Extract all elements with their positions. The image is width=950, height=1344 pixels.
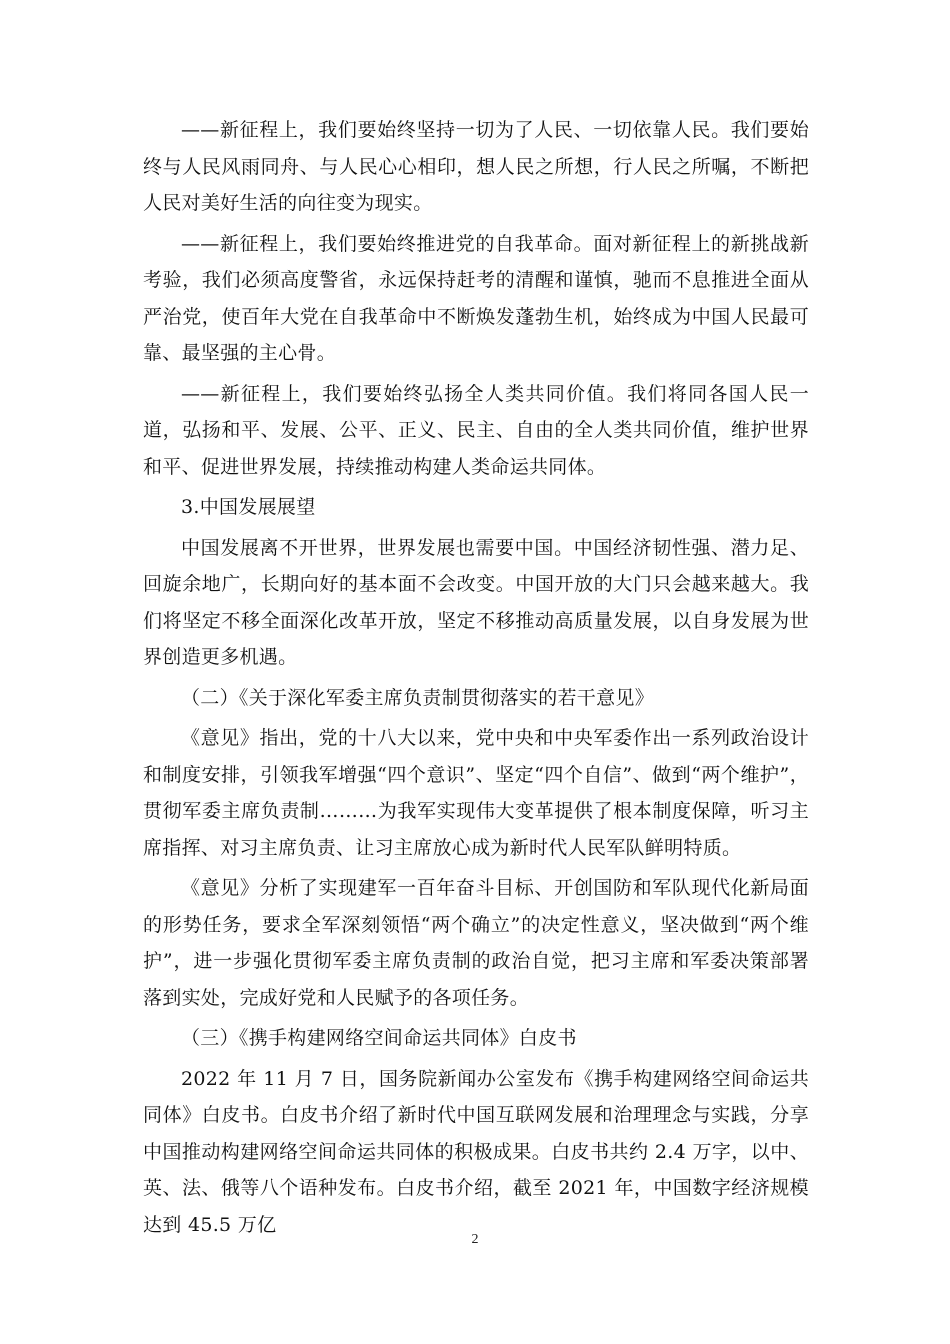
section-heading-white-paper: （三）《携手构建网络空间命运共同体》白皮书 <box>181 1027 577 1049</box>
section-heading-opinions: （二）《关于深化军委主席负责制贯彻落实的若干意见》 <box>181 686 655 709</box>
paragraph-self-revolution: ——新征程上，我们要始终推进党的自我革命。面对新征程上的新挑战新考验，我们必须高度警省，永远保持赶考的清醒和谨慎，驰而不息推进全面从严治党，使百年大党在自我革命中不断焕发蓬勃生机，始终成为中国人民最可靠、最坚强的主心骨。 <box>143 232 809 364</box>
paragraph-china-outlook: 中国发展离不开世界，世界发展也需要中国。中国经济韧性强、潜力足、回旋余地广，长期向好的基本面不会改变。中国开放的大门只会越来越大。我们将坚定不移全面深化改革开放，坚定不移推动高质量发展，以自身发展为世界创造更多机遇。 <box>143 536 809 668</box>
paragraph-opinions-1: 《意见》指出，党的十八大以来，党中央和中央军委作出一系列政治设计和制度安排，引领我军增强“四个意识”、坚定“四个自信”、做到“两个维护”，贯彻军委主席负责制………为我军实现伟大变革提供了根本制度保障，听习主席指挥、对习主席负责、让习主席放心成为新时代人民军队鲜明特质。 <box>143 727 809 859</box>
paragraph-common-values: ——新征程上，我们要始终弘扬全人类共同价值。我们将同各国人民一道，弘扬和平、发展、公平、正义、民主、自由的全人类共同价值，维护世界和平、促进世界发展，持续推动构建人类命运共同体。 <box>143 382 809 478</box>
section-heading-china-outlook: 3.中国发展展望 <box>181 496 316 518</box>
paragraph-opinions-2: 《意见》分析了实现建军一百年奋斗目标、开创国防和军队现代化新局面的形势任务，要求全军深刻领悟“两个确立”的决定性意义，坚决做到“两个维护”，进一步强化贯彻军委主席负责制的政治自觉，把习主席和军委决策部署落到实处，完成好党和人民赋予的各项任务。 <box>143 877 809 1009</box>
page-number: 2 <box>471 1232 479 1247</box>
document-body <box>143 112 809 1247</box>
paragraph-white-paper: 2022 年 11 月 7 日，国务院新闻办公室发布《携手构建网络空间命运共同体》白皮书。白皮书介绍了新时代中国互联网发展和治理理念与实践，分享中国推动构建网络空间命运共同体的积极成果。白皮书共约 2.4 万字，以中、英、法、俄等八个语种发布。白皮书介绍，截至 2021 年，中国数字经济规模达到 45.5 万亿 <box>143 1067 809 1236</box>
paragraph-people: ——新征程上，我们要始终坚持一切为了人民、一切依靠人民。我们要始终与人民风雨同舟、与人民心心相印，想人民之所想，行人民之所嘱，不断把人民对美好生活的向往变为现实。 <box>143 119 809 214</box>
